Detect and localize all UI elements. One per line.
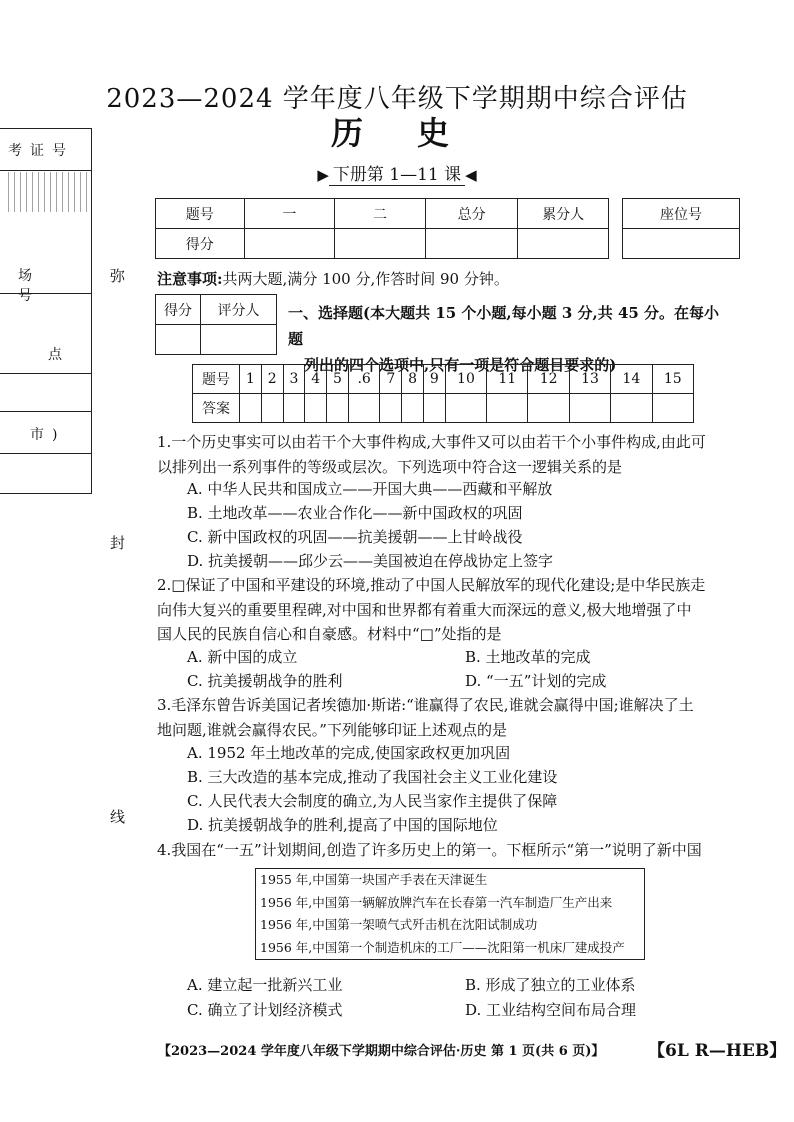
scope-text: 下册第 1—11 课: [329, 165, 465, 186]
answer-number: 11: [487, 365, 528, 394]
score-cell[interactable]: [518, 229, 609, 259]
answer-number: 4: [305, 365, 327, 394]
answer-cell[interactable]: [424, 394, 446, 423]
question-line: 1.一个历史事实可以由若干个大事件构成,大事件又可以由若干个小事件构成,由此可: [157, 433, 706, 451]
city-label: 市): [30, 427, 66, 443]
answer-cell[interactable]: [487, 394, 528, 423]
question-line: 4.我国在“一五”计划期间,创造了许多历史上的第一。下框所示“第一”说明了新中国: [157, 841, 702, 859]
answer-number: .6: [348, 365, 380, 394]
option-d: D. 抗美援朝战争的胜利,提高了中国的国际地位: [187, 816, 498, 834]
scope-line: [0, 160, 794, 185]
room-label: 场 号: [18, 268, 46, 304]
option-d: D. 抗美援朝——邱少云——美国被迫在停战协定上签字: [187, 552, 554, 570]
answer-cell[interactable]: [402, 394, 424, 423]
option-c: C. 人民代表大会制度的确立,为人民当家作主提供了保障: [187, 792, 558, 810]
score-header: 题号: [156, 199, 245, 229]
section1-title-line: 列出的四个选项中,只有一项是符合题目要求的): [304, 356, 617, 374]
answer-cell[interactable]: [261, 394, 283, 423]
question-line: 地问题,谁就会赢得农民。”下列能够印证上述观点的是: [157, 720, 507, 739]
exam-title: 2023—2024 学年度八年级下学期期中综合评估: [106, 84, 688, 114]
answer-cell[interactable]: [240, 394, 262, 423]
answer-cell[interactable]: [380, 394, 402, 423]
score-cell[interactable]: [335, 229, 426, 259]
score-header: 二: [335, 199, 426, 229]
answer-number: 7: [380, 365, 402, 394]
firsts-box: [255, 868, 645, 960]
grader-header: 评分人: [201, 295, 277, 325]
answer-cell[interactable]: [283, 394, 305, 423]
seat-table: [622, 198, 740, 259]
score-cell[interactable]: [425, 229, 518, 259]
score-row-label: 得分: [156, 229, 245, 259]
grader-cell[interactable]: [156, 325, 201, 355]
question-3: [157, 693, 742, 742]
option-c: C. 抗美援朝战争的胜利: [187, 672, 343, 690]
answer-cell[interactable]: [611, 394, 652, 423]
answer-number: 3: [283, 365, 305, 394]
seat-label: 座位号: [623, 199, 740, 229]
page-footer: 【2023—2024 学年度八年级下学期期中综合评估·历史 第 1 页(共 6 页)】: [158, 1044, 605, 1059]
box-line: 1956 年,中国第一架喷气式歼击机在沈阳试制成功: [260, 917, 538, 932]
seat-cell[interactable]: [623, 229, 740, 259]
score-table: [155, 198, 609, 259]
answer-label: 答案: [193, 394, 240, 423]
option-c: C. 确立了计划经济模式: [187, 1001, 343, 1019]
option-c: C. 新中国政权的巩固——抗美援朝——上甘岭战役: [187, 528, 523, 546]
option-a: A. 1952 年土地改革的完成,使国家政权更加巩固: [187, 744, 511, 762]
box-line: 1956 年,中国第一辆解放牌汽车在长春第一汽车制造厂生产出来: [260, 894, 613, 910]
option-a: A. 建立起一批新兴工业: [187, 976, 343, 994]
question-line: 2.□保证了中国和平建设的环境,推动了中国人民解放军的现代化建设;是中华民族走: [157, 576, 706, 594]
box-line: 1956 年,中国第一个制造机床的工厂——沈阳第一机床厂建成投产: [260, 939, 625, 955]
margin-char-mi: 弥: [110, 267, 126, 285]
answer-cell[interactable]: [569, 394, 610, 423]
answer-cell[interactable]: [528, 394, 569, 423]
question-1: [157, 430, 742, 479]
answer-number: 10: [445, 365, 486, 394]
score-header: 总分: [425, 199, 518, 229]
option-b: B. 形成了独立的工业体系: [465, 976, 636, 994]
option-b: B. 三大改造的基本完成,推动了我国社会主义工业化建设: [187, 768, 558, 786]
exam-number-label: 考证号: [8, 143, 74, 159]
answer-cell[interactable]: [327, 394, 349, 423]
answer-number: 2: [261, 365, 283, 394]
option-b: B. 土地改革的完成: [465, 648, 591, 666]
right-triangle-icon: ▶: [317, 166, 329, 184]
answer-number: 12: [528, 365, 569, 394]
answer-row-label: 题号: [193, 365, 240, 394]
grader-table: [155, 294, 277, 355]
score-cell[interactable]: [244, 229, 335, 259]
margin-char-feng: 封: [110, 534, 126, 552]
score-header: 一: [244, 199, 335, 229]
question-line: 以排列出一系列事件的等级或层次。下列选项中符合这一逻辑关系的是: [157, 457, 623, 476]
section1-title-line: 一、选择题(本大题共 15 个小题,每小题 3 分,共 45 分。在每小题: [288, 304, 720, 348]
answer-number: 1: [240, 365, 262, 394]
answer-cell[interactable]: [652, 394, 694, 423]
answer-grid: [192, 364, 694, 423]
option-d: D. 工业结构空间布局合理: [465, 1001, 637, 1019]
answer-number: 14: [611, 365, 652, 394]
answer-cell[interactable]: [348, 394, 380, 423]
question-line: 3.毛泽东曾告诉美国记者埃德加·斯诺:“谁赢得了农民,谁就会赢得中国;谁解决了土: [157, 696, 694, 714]
option-a: A. 中华人民共和国成立——开国大典——西藏和平解放: [187, 480, 553, 498]
answer-number: 5: [327, 365, 349, 394]
answer-number: 8: [402, 365, 424, 394]
site-label: 点: [48, 347, 70, 363]
paper-code: 【6L R—HEB】: [648, 1041, 787, 1061]
question-line: 向伟大复兴的重要里程碑,对中国和世界都有着重大而深远的意义,极大地增强了中: [157, 600, 692, 619]
box-line: 1955 年,中国第一块国产手表在天津诞生: [260, 872, 488, 887]
notice-label: 注意事项:: [157, 270, 223, 288]
option-d: D. “一五”计划的完成: [465, 672, 607, 690]
question-2: [157, 573, 742, 647]
notice: [157, 268, 509, 289]
option-a: A. 新中国的成立: [187, 648, 298, 666]
margin-char-xian: 线: [110, 808, 126, 826]
option-b: B. 土地改革——农业合作化——新中国政权的巩固: [187, 504, 523, 522]
answer-number: 13: [569, 365, 610, 394]
grader-cell[interactable]: [201, 325, 277, 355]
grader-header: 得分: [156, 295, 201, 325]
question-line: 国人民的民族自信心和自豪感。材料中“□”处指的是: [157, 625, 502, 643]
answer-cell[interactable]: [445, 394, 486, 423]
score-header: 累分人: [518, 199, 609, 229]
notice-text: 共两大题,满分 100 分,作答时间 90 分钟。: [222, 270, 509, 288]
answer-cell[interactable]: [305, 394, 327, 423]
subject-title: 历史: [330, 114, 503, 152]
question-4: [157, 838, 742, 863]
left-triangle-icon: ◀: [465, 166, 477, 184]
answer-number: 9: [424, 365, 446, 394]
answer-number: 15: [652, 365, 694, 394]
